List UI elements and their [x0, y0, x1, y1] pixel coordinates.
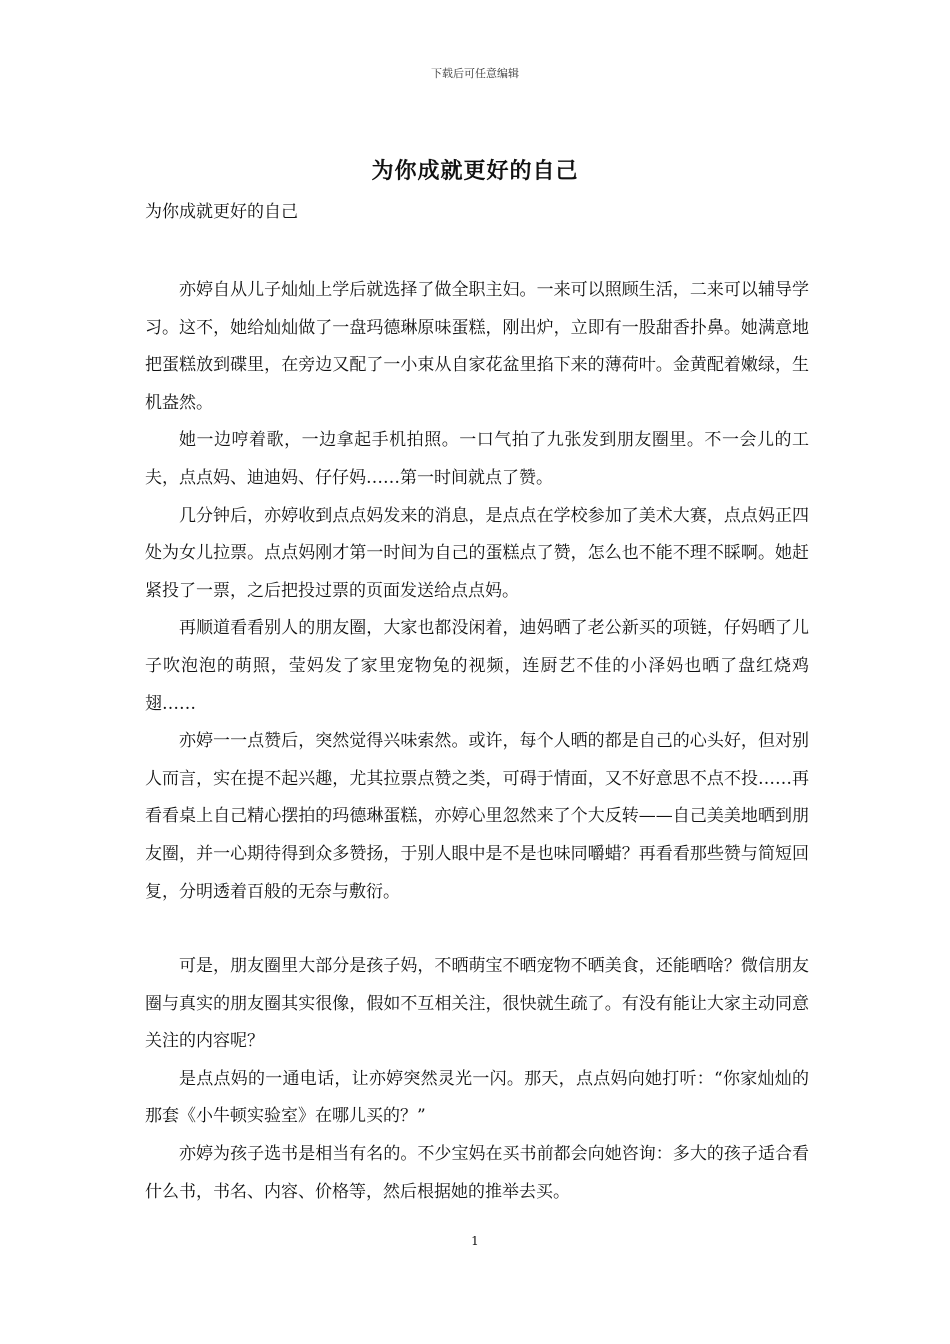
article-body [145, 272, 809, 1211]
document-subtitle: 为你成就更好的自己 [145, 202, 298, 222]
paragraph: 她一边哼着歌，一边拿起手机拍照。一口气拍了九张发到朋友圈里。不一会儿的工夫，点点妈、迪迪妈、仔仔妈……第一时间就点了赞。 [145, 430, 809, 488]
page-header: 下载后可任意编辑 [431, 67, 519, 80]
page-number: 1 [471, 1234, 479, 1248]
document-title: 为你成就更好的自己 [371, 158, 579, 184]
paragraph: 再顺道看看别人的朋友圈，大家也都没闲着，迪妈晒了老公新买的项链，仔妈晒了儿子吹泡泡的萌照，莹妈发了家里宠物兔的视频，连厨艺不佳的小泽妈也晒了盘红烧鸡翅…… [145, 618, 809, 714]
paragraph: 是点点妈的一通电话，让亦婷突然灵光一闪。那天，点点妈向她打听：“你家灿灿的那套《小牛顿实验室》在哪儿买的？” [145, 1068, 809, 1127]
paragraph: 亦婷自从儿子灿灿上学后就选择了做全职主妇。一来可以照顾生活，二来可以辅导学习。这不，她给灿灿做了一盘玛德琳原味蛋糕，刚出炉，立即有一股甜香扑鼻。她满意地把蛋糕放到碟里，在旁边又配了一小束从自家花盆里掐下来的薄荷叶。金黄配着嫩绿，生机盎然。 [145, 280, 809, 413]
paragraph: 亦婷一一点赞后，突然觉得兴味索然。或许，每个人晒的都是自己的心头好，但对别人而言，实在提不起兴趣，尤其拉票点赞之类，可碍于情面，又不好意思不点不投……再看看桌上自己精心摆拍的玛德琳蛋糕，亦婷心里忽然来了个大反转——自己美美地晒到朋友圈，并一心期待得到众多赞扬，于别人眼中是不是也味同嚼蜡？再看看那些赞与简短回复，分明透着百般的无奈与敷衍。 [145, 731, 809, 902]
paragraph: 亦婷为孩子选书是相当有名的。不少宝妈在买书前都会向她咨询：多大的孩子适合看什么书，书名、内容、价格等，然后根据她的推举去买。 [145, 1144, 809, 1202]
paragraph: 可是，朋友圈里大部分是孩子妈，不晒萌宝不晒宠物不晒美食，还能晒啥？微信朋友圈与真实的朋友圈其实很像，假如不互相关注，很快就生疏了。有没有能让大家主动同意关注的内容呢？ [145, 956, 809, 1052]
paragraph: 几分钟后，亦婷收到点点妈发来的消息，是点点在学校参加了美术大赛，点点妈正四处为女儿拉票。点点妈刚才第一时间为自己的蛋糕点了赞，怎么也不能不理不睬啊。她赶紧投了一票，之后把投过票的页面发送给点点妈。 [145, 505, 809, 601]
